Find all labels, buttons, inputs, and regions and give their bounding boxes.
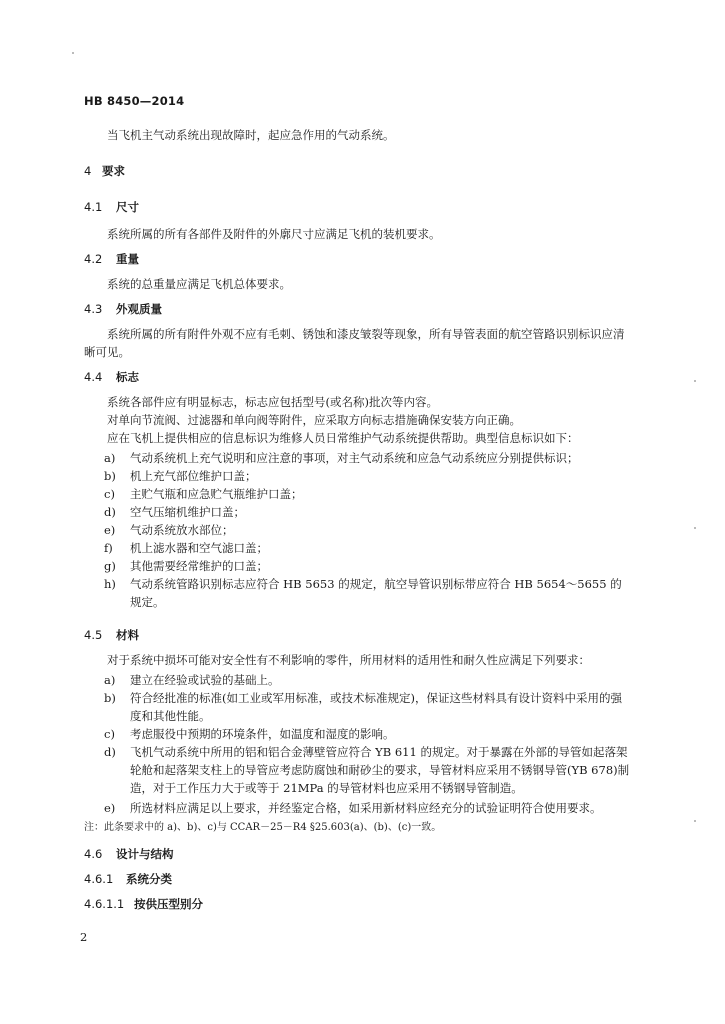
list-label: d) [104, 745, 116, 759]
section-title: 标志 [116, 370, 139, 384]
list-item [84, 539, 630, 557]
list-text: 其他需要经常维护的口盖； [130, 559, 268, 573]
list-item [84, 557, 630, 575]
section-4-4-heading [84, 370, 139, 384]
list-label: a) [104, 673, 116, 687]
list-item [84, 521, 630, 539]
scan-speck [694, 380, 696, 382]
scan-speck [694, 820, 696, 822]
section-4-1-heading [84, 200, 139, 214]
scan-speck [694, 527, 696, 529]
section-4-1-body: 系统所属的所有各部件及附件的外廓尺寸应满足飞机的装机要求。 [107, 227, 441, 241]
section-4-4-para-2: 对单向节流阀、过滤器和单向阀等附件，应采取方向标志措施确保安装方向正确。 [107, 413, 521, 427]
list-label: b) [104, 469, 116, 483]
list-label: e) [104, 523, 116, 537]
intro-text: 当飞机主气动系统出现故障时，起应急作用的气动系统。 [107, 128, 395, 142]
section-4-4-para-3: 应在飞机上提供相应的信息标识为维修人员日常维护气动系统提供帮助。典型信息标识如下： [107, 431, 579, 445]
list-text: 气动系统管路识别标志应符合 HB 5653 的规定，航空导管识别标带应符合 HB 5654～5655 的规定。 [130, 577, 622, 609]
list-label: e) [104, 801, 116, 815]
section-title: 系统分类 [126, 872, 172, 886]
list-label: g) [104, 559, 116, 573]
section-4-6-heading [84, 847, 174, 861]
list-text: 主贮气瓶和应急贮气瓶维护口盖； [130, 487, 303, 501]
section-number: 4.6.1.1 [84, 897, 125, 911]
section-4-4-para-1: 系统各部件应有明显标志，标志应包括型号(或名称)批次等内容。 [107, 395, 438, 409]
list-label: b) [104, 691, 116, 705]
scan-speck [72, 52, 74, 54]
list-text: 机上充气部位维护口盖； [130, 469, 257, 483]
list-text: 符合经批准的标准(如工业或军用标准，或技术标准规定)，保证这些材料具有设计资料中采用的强度和其他性能。 [130, 691, 622, 723]
section-number: 4.2 [84, 252, 103, 266]
section-4-6-1-1-heading [84, 897, 203, 911]
section-4-5-note: 注：此条要求中的 a)、b)、c)与 CCAR－25－R4 §25.603(a)、(b)、(c)一致。 [84, 822, 442, 833]
section-number: 4.5 [84, 628, 103, 642]
list-item [84, 575, 630, 611]
list-label: d) [104, 505, 116, 519]
section-4-6-1-heading [84, 872, 172, 886]
list-item [84, 671, 630, 689]
list-item [84, 743, 630, 797]
section-title: 重量 [116, 252, 139, 266]
section-number: 4.6 [84, 847, 103, 861]
section-title: 材料 [116, 628, 139, 642]
section-number: 4.1 [84, 200, 103, 214]
list-text: 考虑服役中预期的环境条件，如温度和湿度的影响。 [130, 727, 395, 741]
section-title: 设计与结构 [116, 847, 174, 861]
list-text: 所选材料应满足以上要求，并经鉴定合格，如采用新材料应经充分的试验证明符合使用要求。 [130, 801, 602, 815]
document-code: HB 8450—2014 [84, 94, 185, 108]
section-title: 按供压型别分 [134, 897, 203, 911]
section-4-2-body: 系统的总重量应满足飞机总体要求。 [107, 277, 291, 291]
section-4-5-heading [84, 628, 139, 642]
page-number: 2 [80, 930, 88, 944]
section-4-heading [84, 164, 125, 178]
list-item [84, 689, 630, 725]
list-item [84, 725, 630, 743]
list-text: 机上滤水器和空气滤口盖； [130, 541, 268, 555]
list-text: 气动系统放水部位； [130, 523, 234, 537]
list-label: c) [104, 727, 115, 741]
section-title: 外观质量 [116, 302, 162, 316]
list-label: c) [104, 487, 115, 501]
section-number: 4 [84, 164, 92, 178]
list-text: 建立在经验或试验的基础上。 [130, 673, 280, 687]
section-4-3-heading [84, 302, 162, 316]
section-number: 4.4 [84, 370, 103, 384]
list-text: 气动系统机上充气说明和应注意的事项，对主气动系统和应急气动系统应分别提供标识； [130, 451, 579, 465]
section-4-3-body: 系统所属的所有附件外观不应有毛刺、锈蚀和漆皮皱裂等现象，所有导管表面的航空管路识别标识应清晰可见。 [84, 327, 625, 359]
section-title: 尺寸 [116, 200, 139, 214]
list-text: 飞机气动系统中所用的铝和铝合金薄壁管应符合 YB 611 的规定。对于暴露在外部的导管如起落架轮舱和起落架支柱上的导管应考虑防腐蚀和耐砂尘的要求，导管材料应采用不锈钢导管(YB 678)制造，对于工作压力大于或等于 21MPa 的导管材料也应采用不锈钢导管制造。 [130, 745, 630, 795]
list-item [84, 485, 630, 503]
section-4-5-para-1: 对于系统中损坏可能对安全性有不利影响的零件，所用材料的适用性和耐久性应满足下列要求： [107, 653, 590, 667]
list-text: 空气压缩机维护口盖； [130, 505, 245, 519]
section-4-2-heading [84, 252, 139, 266]
list-label: f) [104, 541, 113, 555]
list-item [84, 449, 630, 467]
list-item [84, 503, 630, 521]
list-item [84, 799, 630, 817]
list-label: a) [104, 451, 116, 465]
section-title: 要求 [102, 164, 125, 178]
section-number: 4.3 [84, 302, 103, 316]
section-number: 4.6.1 [84, 872, 114, 886]
list-item [84, 467, 630, 485]
list-label: h) [104, 577, 116, 591]
